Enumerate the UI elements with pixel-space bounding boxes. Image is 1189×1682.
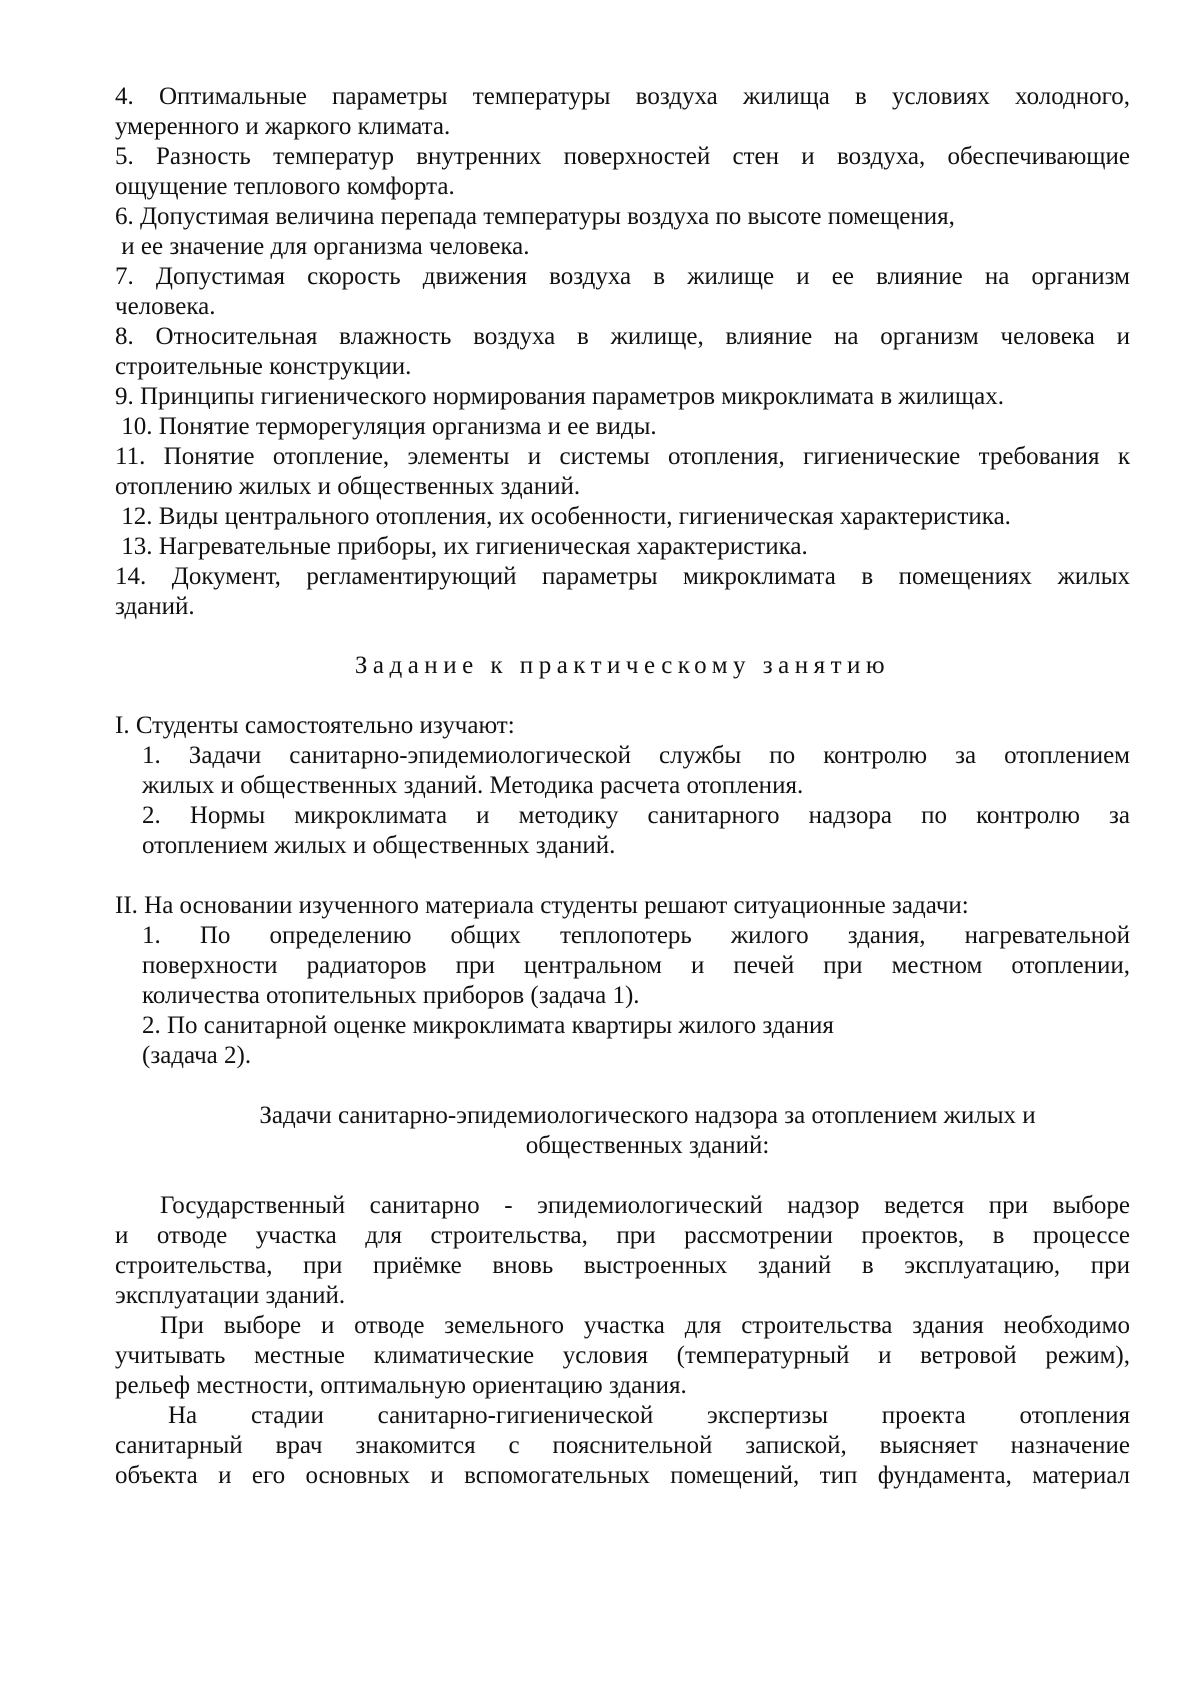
question-4-line-1: 4. Оптимальные параметры температуры воздуха жилища в условиях холодного, [115,83,1130,110]
task-heading: Задание к практическому занятию [354,652,891,679]
part-1-item-2-line-1: 2. Нормы микроклимата и методику санитарного надзора по контролю за [142,802,1130,829]
question-7-line-1: 7. Допустимая скорость движения воздуха в жилище и ее влияние на организм [115,263,1130,290]
part-2-item-1-line-2: поверхности радиаторов при центральном и печей при местном отоплении, [142,952,1130,979]
question-11-line-2: отоплению жилых и общественных зданий. [115,473,581,500]
paragraph-3-line-2: санитарный врач знакомится с пояснительной запиской, выясняет назначение [115,1432,1130,1459]
question-9: 9. Принципы гигиенического нормирования параметров микроклимата в жилищах. [115,383,1004,410]
question-4-line-2: умеренного и жаркого климата. [115,113,451,140]
question-8-line-1: 8. Относительная влажность воздуха в жилище, влияние на организм человека и [115,323,1130,350]
part-2-item-1-line-1: 1. По определению общих теплопотерь жилого здания, нагревательной [142,922,1130,949]
question-10: 10. Понятие терморегуляция организма и ее виды. [115,413,657,440]
supervision-heading-line-2: общественных зданий: [525,1132,770,1159]
part-2-item-2-line-2: (задача 2). [142,1042,252,1069]
paragraph-1-line-4: эксплуатации зданий. [115,1282,346,1309]
question-6-line-2: и ее значение для организма человека. [115,233,530,260]
question-12: 12. Виды центрального отопления, их особенности, гигиеническая характеристика. [115,503,1011,530]
question-5-line-1: 5. Разность температур внутренних поверхностей стен и воздуха, обеспечивающие [115,143,1130,170]
paragraph-2-line-3: рельеф местности, оптимальную ориентацию здания. [115,1372,687,1399]
question-14-line-2: зданий. [115,593,195,620]
question-11-line-1: 11. Понятие отопление, элементы и системы отопления, гигиенические требования к [115,443,1130,470]
part-1-item-1-line-1: 1. Задачи санитарно-эпидемиологической службы по контролю за отоплением [142,742,1130,769]
paragraph-2-line-2: учитывать местные климатические условия (температурный и ветровой режим), [115,1342,1130,1369]
paragraph-1-line-1: Государственный санитарно - эпидемиологический надзор ведется при выборе [160,1192,1130,1219]
paragraph-2-line-1: При выборе и отводе земельного участка для строительства здания необходимо [160,1312,1130,1339]
paragraph-1-line-2: и отводе участка для строительства, при рассмотрении проектов, в процессе [115,1222,1130,1249]
question-5-line-2: ощущение теплового комфорта. [115,173,455,200]
part-1-item-1-line-2: жилых и общественных зданий. Методика расчета отопления. [142,772,804,799]
part-1-item-2-line-2: отоплением жилых и общественных зданий. [142,832,616,859]
question-13: 13. Нагревательные приборы, их гигиеническая характеристика. [115,533,808,560]
question-14-line-1: 14. Документ, регламентирующий параметры микроклимата в помещениях жилых [115,563,1130,590]
paragraph-3-line-1: На стадии санитарно-гигиенической экспертизы проекта отопления [168,1402,1130,1429]
paragraph-3-line-3: объекта и его основных и вспомогательных помещений, тип фундамента, материал [115,1462,1130,1489]
paragraph-1-line-3: строительства, при приёмке вновь выстроенных зданий в эксплуатацию, при [115,1252,1130,1279]
supervision-heading-line-1: Задачи санитарно-эпидемиологического надзора за отоплением жилых и [259,1102,1036,1129]
part-1-title: I. Студенты самостоятельно изучают: [115,712,515,739]
part-2-item-1-line-3: количества отопительных приборов (задача 1). [142,982,640,1009]
question-8-line-2: строительные конструкции. [115,353,412,380]
question-6-line-1: 6. Допустимая величина перепада температуры воздуха по высоте помещения, [115,203,955,230]
question-7-line-2: человека. [115,293,216,320]
part-2-item-2-line-1: 2. По санитарной оценке микроклимата квартиры жилого здания [142,1012,834,1039]
part-2-title: II. На основании изученного материала студенты решают ситуационные задачи: [115,892,969,919]
